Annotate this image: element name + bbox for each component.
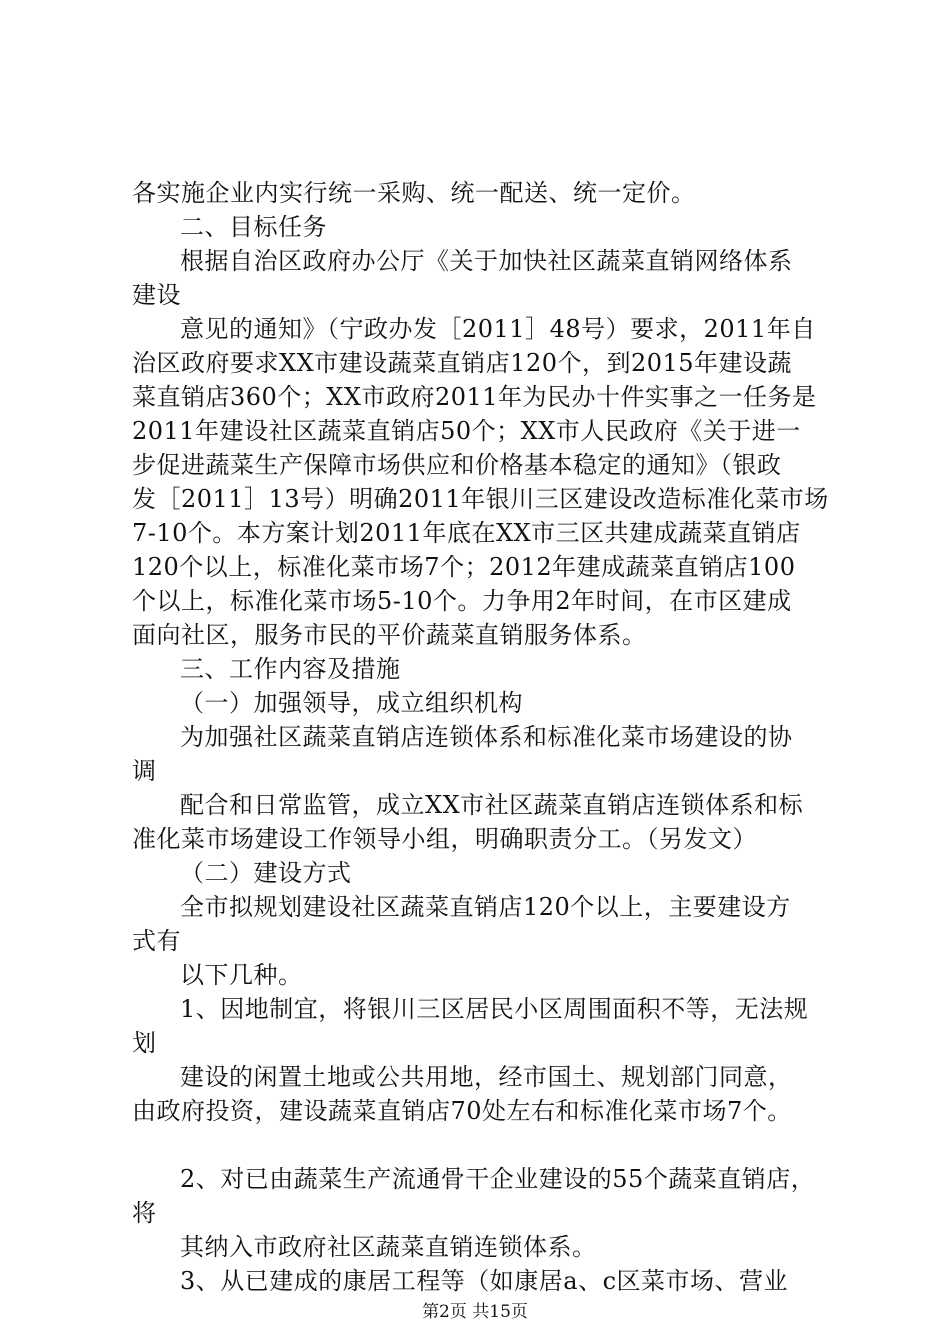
paragraph-line: 3、从已建成的康居工程等（如康居a、c区菜市场、营业 (180, 1267, 789, 1295)
paragraph-line: 步促进蔬菜生产保障市场供应和价格基本稳定的通知》（银政 (132, 451, 782, 479)
paragraph-line: 120个以上，标准化菜市场7个；2012年建成蔬菜直销店100 (132, 553, 796, 581)
subsection-heading: （一）加强领导，成立组织机构 (180, 689, 523, 717)
paragraph-line: 以下几种。 (180, 961, 303, 989)
paragraph-line: 准化菜市场建设工作领导小组，明确职责分工。（另发文） (132, 825, 757, 853)
paragraph-line: 将 (132, 1199, 157, 1227)
paragraph-line: 菜直销店360个；XX市政府2011年为民办十件实事之一任务是 (132, 383, 817, 411)
paragraph-line: 意见的通知》（宁政办发［2011］48号）要求，2011年自 (180, 315, 816, 343)
paragraph-line: 为加强社区蔬菜直销店连锁体系和标准化菜市场建设的协 (180, 723, 793, 751)
page-number-footer: 第2页 共15页 (422, 1302, 528, 1322)
paragraph-line: 发［2011］13号）明确2011年银川三区建设改造标准化菜市场 (132, 485, 829, 513)
paragraph-line: 其纳入市政府社区蔬菜直销连锁体系。 (180, 1233, 597, 1261)
paragraph-line: 由政府投资，建设蔬菜直销店70处左右和标准化菜市场7个。 (132, 1097, 792, 1125)
paragraph-line: 根据自治区政府办公厅《关于加快社区蔬菜直销网络体系 (180, 247, 793, 275)
section-heading: 二、目标任务 (180, 213, 327, 241)
paragraph-line: 个以上，标准化菜市场5-10个。力争用2年时间，在市区建成 (132, 587, 792, 615)
paragraph-line: 7-10个。本方案计划2011年底在XX市三区共建成蔬菜直销店 (132, 519, 801, 547)
paragraph-line: 2、对已由蔬菜生产流通骨干企业建设的55个蔬菜直销店， (180, 1165, 816, 1193)
section-heading: 三、工作内容及措施 (180, 655, 401, 683)
paragraph-line: 建设 (132, 281, 181, 309)
paragraph-line: 各实施企业内实行统一采购、统一配送、统一定价。 (132, 179, 696, 207)
paragraph-line: 式有 (132, 927, 181, 955)
paragraph-line: 2011年建设社区蔬菜直销店50个；XX市人民政府《关于进一 (132, 417, 801, 445)
paragraph-line: 划 (132, 1029, 157, 1057)
paragraph-line: 建设的闲置土地或公共用地，经市国土、规划部门同意， (180, 1063, 793, 1091)
subsection-heading: （二）建设方式 (180, 859, 352, 887)
paragraph-line: 配合和日常监管，成立XX市社区蔬菜直销店连锁体系和标 (180, 791, 804, 819)
paragraph-line: 调 (132, 757, 157, 785)
paragraph-line: 治区政府要求XX市建设蔬菜直销店120个，到2015年建设蔬 (132, 349, 793, 377)
paragraph-line: 全市拟规划建设社区蔬菜直销店120个以上，主要建设方 (180, 893, 791, 921)
paragraph-line: 面向社区，服务市民的平价蔬菜直销服务体系。 (132, 621, 647, 649)
paragraph-line: 1、因地制宜，将银川三区居民小区周围面积不等，无法规 (180, 995, 809, 1023)
